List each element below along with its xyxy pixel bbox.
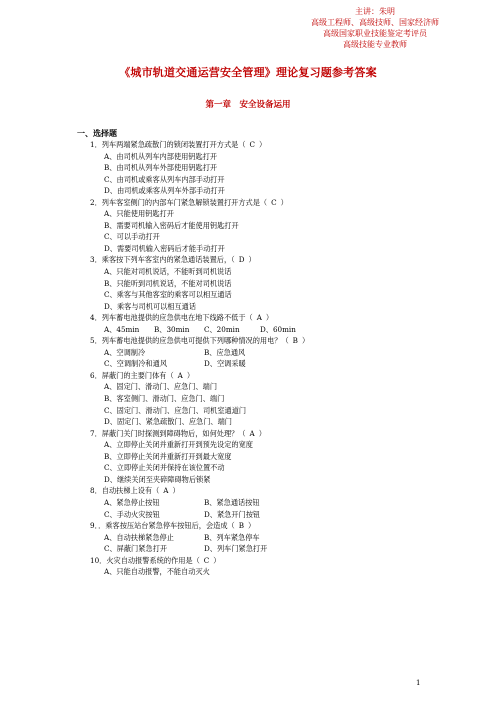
document-title: 《城市轨道交通运营安全管理》理论复习题参考答案 [119, 66, 377, 79]
question-text: 10．火灾自动报警系统的作用是（ [90, 555, 200, 565]
answer-option: C、20min [204, 324, 240, 334]
answer-option: C、乘客与其他客室的乘客可以相互通话 [104, 290, 232, 300]
answer-letter: D [238, 255, 245, 265]
question-stem [90, 520, 450, 532]
answer-option: B、需要司机输入密码后才能使用钥匙打开 [104, 220, 239, 230]
question-stem [90, 197, 450, 209]
answer-option: D、固定门、紧急疏散门、应急门、端门 [104, 417, 232, 427]
answer-letter: A [163, 486, 169, 496]
answer-option: A、由司机从列车内部使用钥匙打开 [104, 151, 218, 161]
question-text: 2．列车客室侧门的内部车门紧急解锁装置打开方式是（ [90, 197, 268, 207]
answer-option-row [90, 347, 450, 359]
question-close: ） [258, 428, 266, 438]
answer-option: C、可以手动打开 [104, 232, 160, 242]
question-close: ） [259, 140, 267, 149]
answer-option: A、空调制冷 [104, 347, 146, 357]
answer-option: D、由司机或乘客从列车外部手动打开 [104, 186, 225, 196]
answer-option: C、空调制冷和通风 [104, 359, 168, 369]
answer-option: C、立即停止关闭并保持在该位置不动 [104, 463, 225, 473]
answer-option: D、乘客与司机可以相互通话 [104, 301, 197, 311]
answer-letter: C [249, 140, 256, 149]
question-text: 6．屏蔽门的主要门体有（ [90, 370, 174, 380]
answer-letter: B [238, 521, 245, 531]
answer-option-row [90, 324, 450, 336]
question-stem [90, 555, 450, 567]
answer-option: C、手动火灾按钮 [104, 509, 160, 519]
answer-option: A、固定门、滑动门、应急门、端门 [104, 382, 218, 392]
answer-option: B、只能听到司机说话，不能对司机说话 [104, 278, 232, 288]
answer-option: D、紧急开门按钮 [204, 509, 261, 519]
answer-option: B、列车紧急停车 [204, 532, 260, 542]
answer-option: B、30min [154, 324, 190, 334]
answer-letter: C [271, 197, 277, 207]
question-close: ） [186, 370, 195, 380]
question-close: ） [265, 313, 274, 323]
question-close: ） [248, 255, 256, 265]
question-close: ） [301, 336, 310, 346]
answer-letter: A [177, 370, 183, 380]
section-heading: 一、选择题 [77, 128, 117, 138]
answer-option: D、继续关闭至夹碎障碍物后锁紧 [104, 474, 211, 484]
question-text: 9．．乘客按压站台紧急停车按钮后，会造成（ [90, 521, 235, 531]
answer-option: D、需要司机输入密码后才能手动打开 [104, 243, 225, 253]
question-text: 3．乘客按下列车客室内的紧急通话装置后，（ [90, 255, 235, 265]
answer-option: A、45min [104, 324, 140, 334]
answer-option: A、紧急停止按钮 [104, 497, 160, 507]
answer-option: B、由司机从列车外部使用钥匙打开 [104, 163, 218, 173]
question-stem [90, 254, 450, 266]
answer-option: D、60min [260, 324, 296, 334]
question-stem [90, 370, 450, 382]
question-list [90, 139, 450, 578]
question-text: 4．列车蓄电池提供的应急供电在地下线路不低于（ [90, 313, 253, 323]
header-line: 主讲：朱明 [355, 7, 395, 16]
header-line: 高级技能专业教师 [343, 40, 407, 49]
question-close: ） [172, 486, 180, 496]
answer-option: C、由司机或乘客从列车内部手动打开 [104, 174, 225, 184]
answer-option: C、屏蔽门紧急打开 [104, 544, 168, 554]
question-stem [90, 312, 450, 324]
answer-option: C、固定门、滑动门、应急门、司机室通道门 [104, 405, 247, 415]
answer-letter: C [203, 555, 210, 565]
answer-option-row [90, 509, 450, 521]
question-close: ） [213, 555, 221, 565]
answer-option: B、紧急通话按钮 [204, 497, 260, 507]
question-text: 7．屏蔽门关门时探测到障碍物后，如何处理？（ [90, 428, 246, 438]
answer-option-row [90, 358, 450, 370]
answer-letter: A [256, 313, 262, 323]
answer-option: D、列车门紧急打开 [204, 544, 268, 554]
answer-option: B、立即停止关闭并重新打开到最大宽度 [104, 451, 232, 461]
answer-option: A、自动扶梯紧急停止 [104, 532, 174, 542]
header-line: 高级国家职业技能鉴定考评员 [323, 29, 427, 38]
page-number: 1 [416, 679, 421, 687]
question-close: ） [280, 197, 288, 207]
answer-option: A、只能对司机说话，不能听到司机说话 [104, 267, 232, 277]
answer-option-row [90, 497, 450, 509]
answer-letter: A [249, 428, 255, 438]
header-line: 高级工程师、高级技师、国家经济师 [311, 18, 439, 27]
question-stem [90, 485, 450, 497]
answer-option: A、只能使用钥匙打开 [104, 209, 174, 219]
answer-option: B、客室侧门、滑动门、应急门、端门 [104, 394, 225, 404]
answer-option: A、只能自动报警，不能自动灭火 [104, 567, 210, 577]
question-text: 1．列车两端紧急疏散门的锁闭装置打开方式是（ [90, 140, 246, 149]
question-stem [90, 428, 450, 440]
chapter-heading: 第一章 安全设备运用 [205, 100, 291, 110]
answer-option: D、空调采暖 [204, 359, 246, 369]
question-text: 8．自动扶梯上设有（ [90, 486, 160, 496]
answer-option-row [90, 532, 450, 544]
question-stem [90, 335, 450, 347]
answer-option-row [90, 543, 450, 555]
answer-option: B、应急通风 [204, 347, 246, 357]
question-stem [90, 139, 450, 151]
question-text: 5．列车蓄电池提供的应急供电可提供下列哪种情况的用电？（ [90, 336, 289, 346]
question-close: ） [248, 521, 256, 531]
answer-option: A、立即停止关闭并重新打开到预先设定的宽度 [104, 440, 253, 450]
answer-letter: B [292, 336, 298, 346]
